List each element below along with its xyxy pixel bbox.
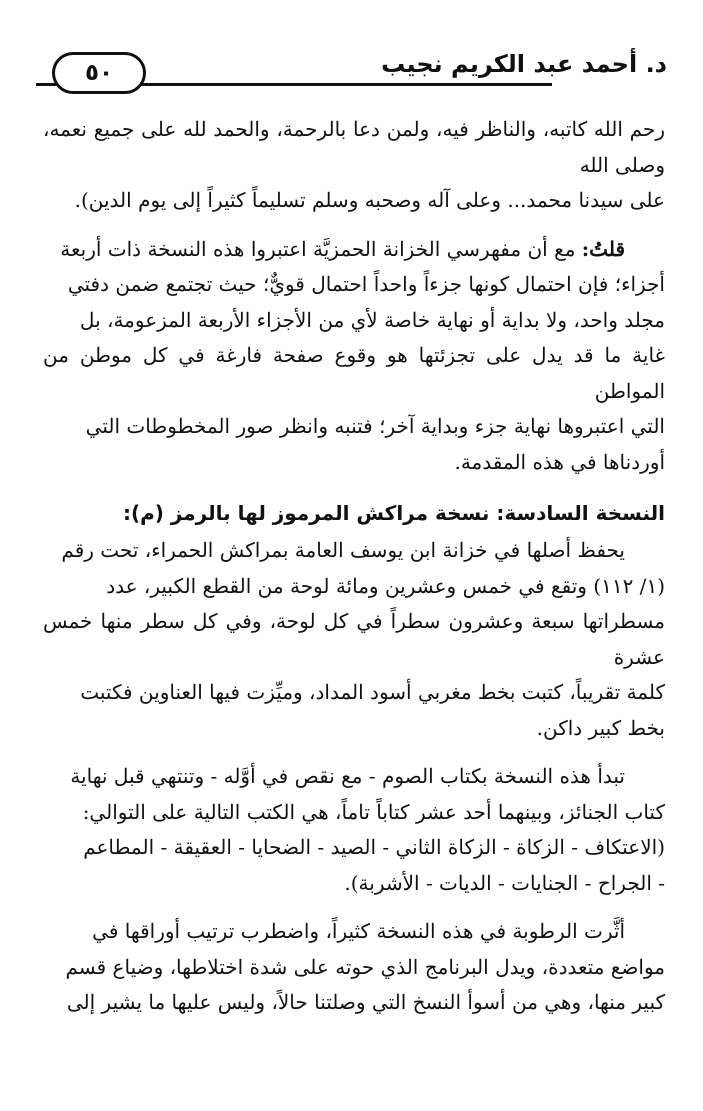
running-header <box>36 52 667 92</box>
text-line <box>43 232 665 268</box>
text-line: يحفظ أصلها في خزانة ابن يوسف العامة بمراكش الحمراء، تحت رقم <box>61 538 625 562</box>
text-line: غاية ما قد يدل على تجزئتها هو وقوع صفحة فارغة في كل موطن من المواطن <box>43 343 665 403</box>
note-first-line: مع أن مفهرسي الخزانة الحمزيَّة اعتبروا هذه النسخة ذات أربعة <box>60 236 576 261</box>
text-line: أجزاء؛ فإن احتمال كونها جزءاً واحداً احتمال قويٌّ؛ حيث تجتمع ضمن دفتي <box>67 272 665 296</box>
text-line: أوردناها في هذه المقدمة. <box>454 449 665 474</box>
text-line: على سيدنا محمد... وعلى آله وصحبه وسلم تسليماً كثيراً إلى يوم الدين). <box>74 188 665 212</box>
text-line: مجلد واحد، ولا بداية أو نهاية خاصة لأي من الأجزاء الأربعة المزعومة، بل <box>79 307 665 332</box>
paragraph-description <box>43 533 665 746</box>
text-line: (١/ ١١٢) وتقع في خمس وعشرين ومائة لوحة من القطع الكبير، عدد <box>106 573 665 598</box>
text-line: التي اعتبروها نهاية جزء وبداية آخر؛ فتنبه وانظر صور المخطوطات التي <box>85 414 665 438</box>
note-label: قلتُ: <box>581 236 625 261</box>
page-body <box>43 112 665 1021</box>
header-author: د. أحمد عبد الكريم نجيب <box>381 50 667 78</box>
text-line: (الاعتكاف - الزكاة - الزكاة الثاني - الصيد - الضحايا - العقيقة - المطاعم <box>83 835 665 859</box>
text-line: رحم الله كاتبه، والناظر فيه، ولمن دعا بالرحمة، والحمد لله على جميع نعمه، وصلى الله <box>43 117 665 177</box>
text-line: بخط كبير داكن. <box>536 715 665 740</box>
paragraph-closing-quote <box>43 112 665 219</box>
paragraph-note <box>43 232 665 481</box>
text-line: تبدأ هذه النسخة بكتاب الصوم - مع نقص في أوَّله - وتنتهي قبل نهاية <box>70 764 625 788</box>
text-line: كلمة تقريباً، كتبت بخط مغربي أسود المداد، وميِّزت فيها العناوين فكتبت <box>80 680 665 704</box>
paragraph-contents <box>43 759 665 901</box>
text-line: كبير منها، وهي من أسوأ النسخ التي وصلتنا حالاً، وليس عليها ما يشير إلى <box>66 990 665 1014</box>
section-heading: النسخة السادسة: نسخة مراكش المرموز لها بالرمز (م): <box>122 501 665 525</box>
page-number: ٥٠ <box>52 52 146 94</box>
text-line: - الجراح - الجنايات - الديات - الأشربة). <box>344 870 665 895</box>
paragraph-condition <box>43 914 665 1021</box>
text-line: مواضع متعددة، ويدل البرنامج الذي حوته على شدة اختلاطها، وضياع قسم <box>65 954 665 979</box>
text-line: أثَّرت الرطوبة في هذه النسخة كثيراً، واضطرب ترتيب أوراقها في <box>92 919 625 943</box>
text-line: مسطراتها سبعة وعشرون سطراً في كل لوحة، وفي كل سطر منها خمس عشرة <box>43 609 665 669</box>
text-line: كتاب الجنائز، وبينهما أحد عشر كتاباً تاماً، هي الكتب التالية على التوالي: <box>82 799 665 824</box>
